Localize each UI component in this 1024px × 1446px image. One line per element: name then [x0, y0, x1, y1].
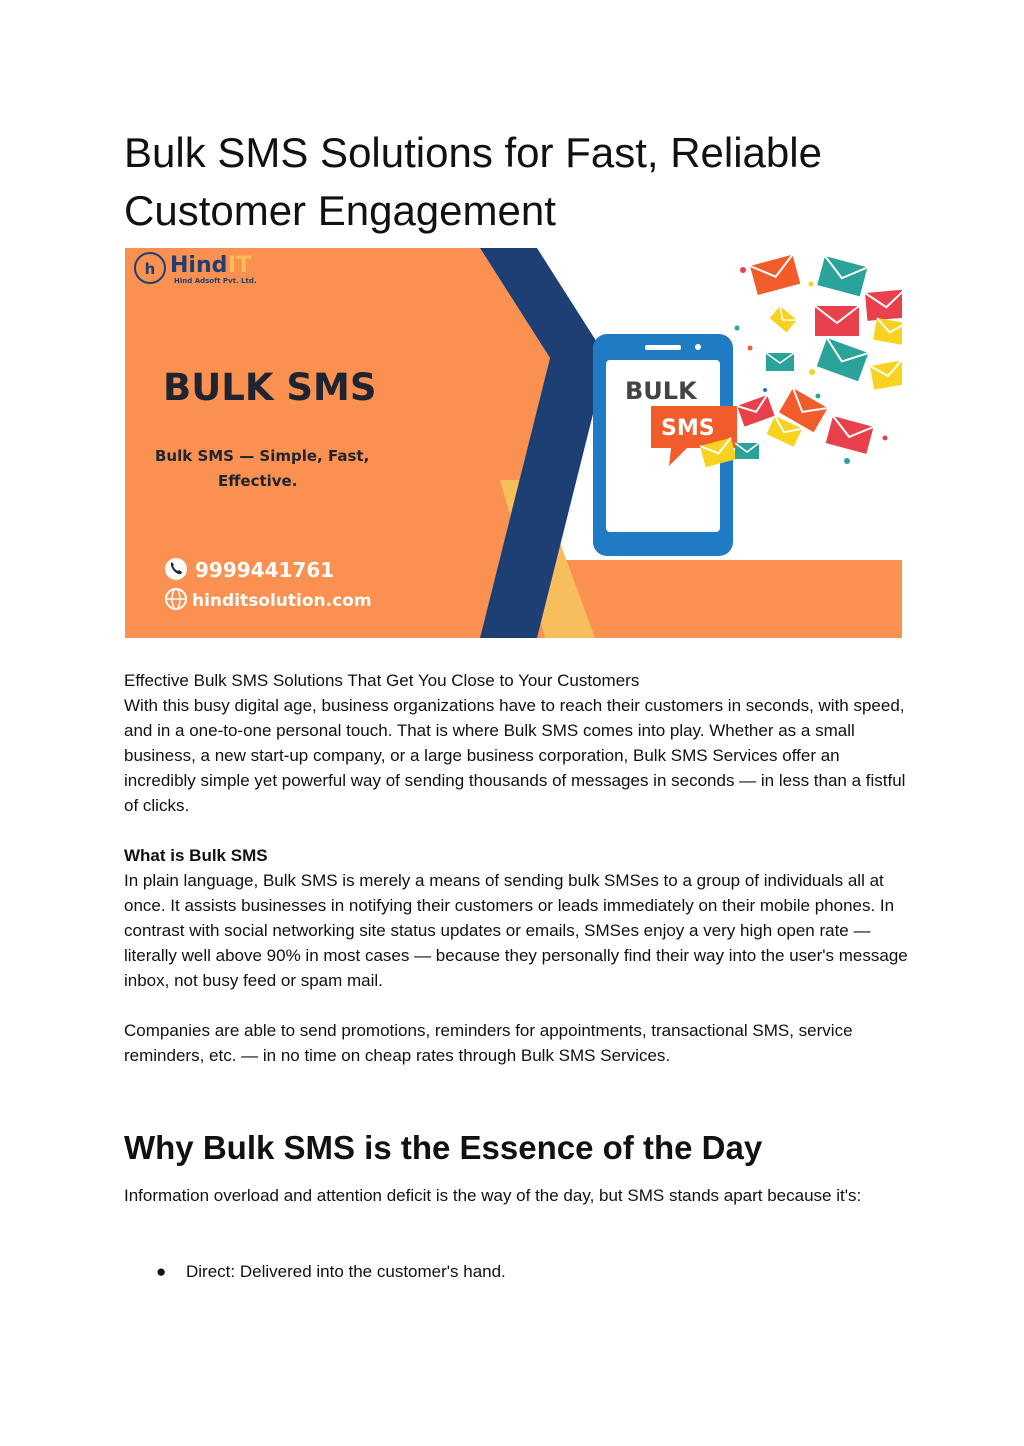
logo-letter: h: [144, 260, 156, 278]
bulk-sms-banner: [125, 248, 902, 638]
phone-screen-text-2: SMS: [661, 416, 715, 441]
bullet-dot-icon: ●: [156, 1262, 167, 1281]
page-title: Bulk SMS Solutions for Fast, Reliable Customer Engagement: [124, 129, 822, 234]
logo-name-a: Hind: [170, 253, 228, 278]
what-heading: What is Bulk SMS: [124, 846, 268, 865]
intro-heading: Effective Bulk SMS Solutions That Get You Close to Your Customers: [124, 671, 640, 690]
banner-phone-number: 9999441761: [195, 558, 335, 582]
logo-subtitle: Hind Adsoft Pvt. Ltd.: [174, 277, 257, 285]
orange-panel: [125, 248, 550, 638]
companies-section: [124, 1018, 914, 1068]
intro-paragraph: With this busy digital age, business organizations have to reach their customers in seconds, with speed, and in a one-to-one personal touch. That is where Bulk SMS comes into play. Whether as a small business, a new start-up company, or a large business corporation, Bulk SMS Services offer an incredibly simple yet powerful way of sending thousands of messages in seconds — in less than a fistful of clicks.: [124, 696, 906, 815]
why-heading: Why Bulk SMS is the Essence of the Day: [124, 1129, 763, 1166]
what-section: [124, 843, 914, 993]
bullet-text: Direct: Delivered into the customer's hand.: [186, 1262, 506, 1281]
logo-name-b: IT: [228, 253, 252, 278]
intro-section: [124, 668, 914, 818]
phone-screen-text-1: BULK: [625, 377, 697, 405]
why-paragraph: Information overload and attention deficit is the way of the day, but SMS stands apart because it's:: [124, 1186, 862, 1205]
banner-website: hinditsolution.com: [192, 591, 372, 611]
what-paragraph: In plain language, Bulk SMS is merely a means of sending bulk SMSes to a group of individuals all at once. It assists businesses in notifying their customers or leads immediately on their mobile phones. In contrast with social networking site status updates or emails, SMSes enjoy a very high open rate — literally well above 90% in most cases — because they personally find their way into the user's message inbox, not busy feed or spam mail.: [124, 871, 908, 990]
phone-icon: [165, 558, 187, 580]
why-section: [124, 1183, 914, 1208]
banner-tagline-1: Bulk SMS — Simple, Fast,: [155, 447, 370, 465]
banner-headline: BULK SMS: [163, 366, 377, 409]
banner-tagline-2: Effective.: [218, 472, 298, 490]
companies-paragraph: Companies are able to send promotions, reminders for appointments, transactional SMS, service reminders, etc. — in no time on cheap rates through Bulk SMS Services.: [124, 1021, 853, 1065]
bullet-list-item: [156, 1259, 506, 1284]
